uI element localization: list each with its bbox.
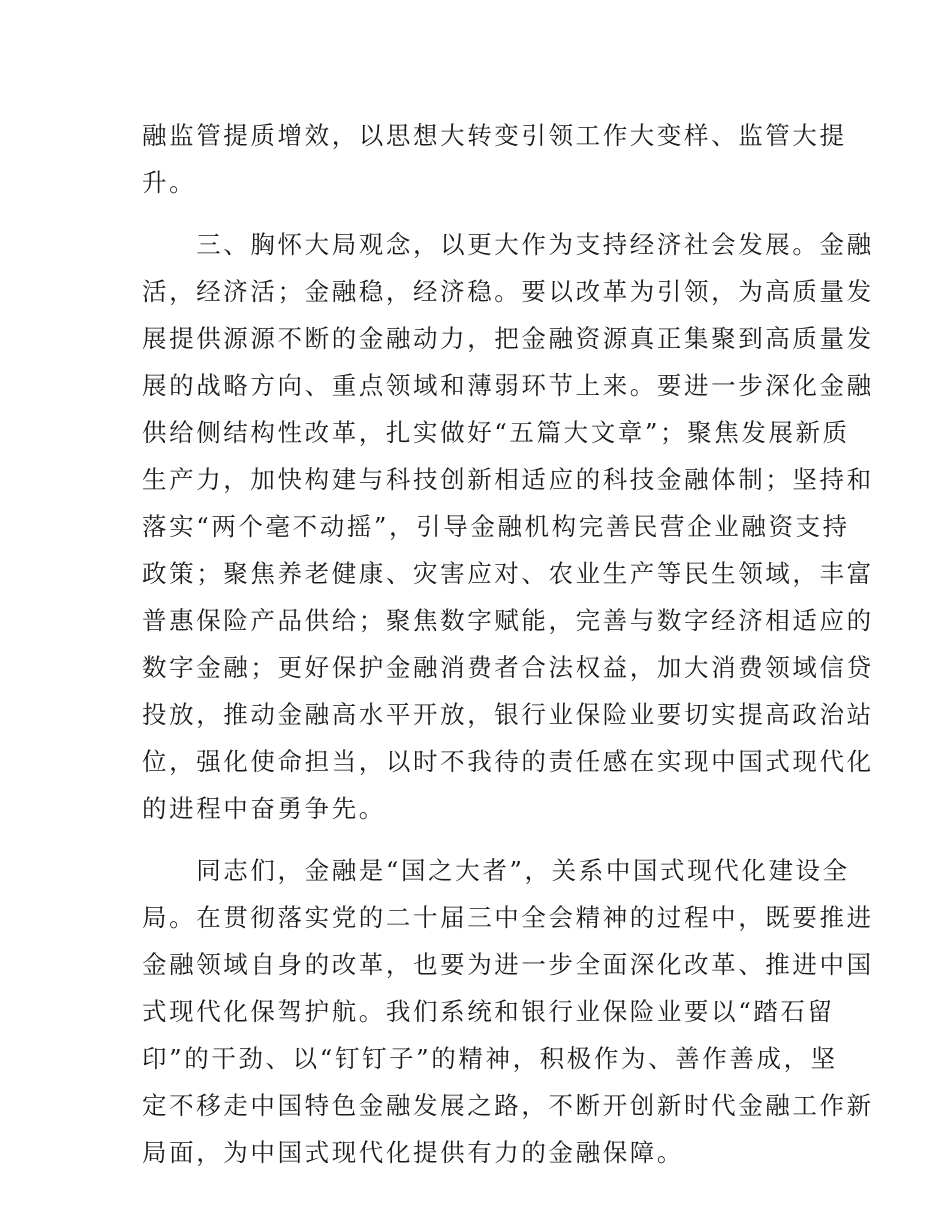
text-line: 局面，为中国式现代化提供有力的金融保障。	[142, 1138, 684, 1167]
text-line: 升。	[142, 168, 197, 197]
paragraph-1	[142, 112, 847, 206]
text-line: 融监管提质增效，以思想大转变引领工作大变样、监管大提	[142, 121, 847, 150]
text-line: 投放，推动金融高水平开放，银行业保险业要切实提高政治站	[142, 700, 874, 729]
text-line: 三、胸怀大局观念，以更大作为支持经济社会发展。金融	[142, 230, 874, 259]
text-line: 落实“两个毫不动摇”，引导金融机构完善民营企业融资支持	[142, 512, 850, 541]
text-line: 数字金融；更好保护金融消费者合法权益，加大消费领域信贷	[142, 653, 874, 682]
text-line: 生产力，加快构建与科技创新相适应的科技金融体制；坚持和	[142, 465, 874, 494]
text-line: 定不移走中国特色金融发展之路，不断开创新时代金融工作新	[142, 1091, 874, 1120]
text-line: 普惠保险产品供给；聚焦数字赋能，完善与数字经济相适应的	[142, 606, 874, 635]
text-line: 的进程中奋勇争先。	[142, 794, 386, 823]
paragraph-3	[142, 847, 874, 1176]
text-line: 政策；聚焦养老健康、灾害应对、农业生产等民生领域，丰富	[142, 559, 874, 588]
document-body	[142, 112, 874, 1176]
text-line: 展提供源源不断的金融动力，把金融资源真正集聚到高质量发	[142, 324, 874, 353]
text-line: 位，强化使命担当，以时不我待的责任感在实现中国式现代化	[142, 747, 874, 776]
text-line: 式现代化保驾护航。我们系统和银行业保险业要以“踏石留	[142, 997, 835, 1026]
text-line: 同志们，金融是“国之大者”，关系中国式现代化建设全	[142, 856, 850, 885]
text-line: 金融领域自身的改革，也要为进一步全面深化改革、推进中国	[142, 950, 874, 979]
text-line: 供给侧结构性改革，扎实做好“五篇大文章”；聚焦发展新质	[142, 418, 850, 447]
text-line: 活，经济活；金融稳，经济稳。要以改革为引领，为高质量发	[142, 277, 874, 306]
text-line: 展的战略方向、重点领域和薄弱环节上来。要进一步深化金融	[142, 371, 874, 400]
text-line: 局。在贯彻落实党的二十届三中全会精神的过程中，既要推进	[142, 903, 874, 932]
text-line: 印”的干劲、以“钉钉子”的精神，积极作为、善作善成，坚	[142, 1044, 838, 1073]
paragraph-2	[142, 221, 874, 832]
